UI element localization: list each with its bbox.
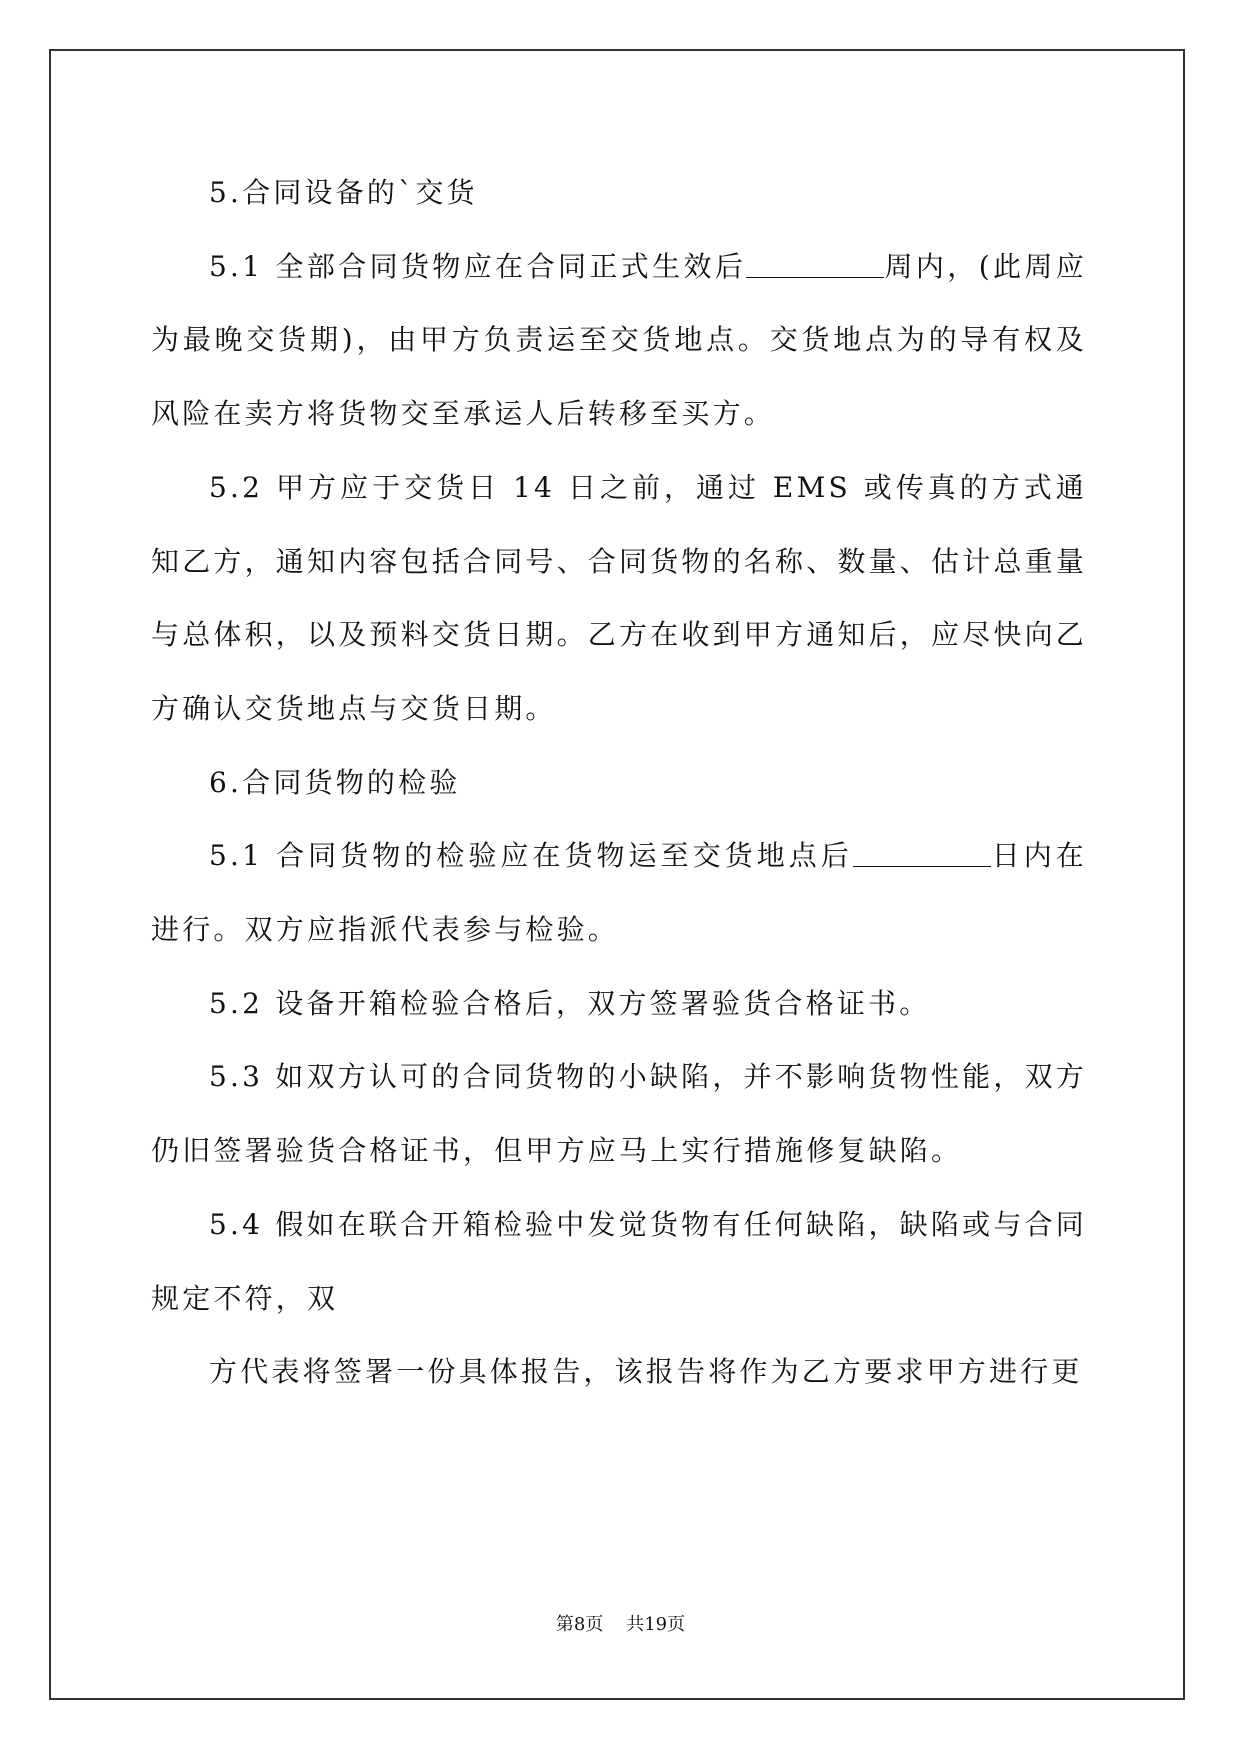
clause-6-4: 5.4 假如在联合开箱检验中发觉货物有任何缺陷，缺陷或与合同规定不符，双 xyxy=(151,1207,1087,1315)
clause-5-2: 5.2 甲方应于交货日 14 日之前，通过 EMS 或传真的方式通知乙方，通知内容包括合同号、合同货物的名称、数量、估计总重量与总体积，以及预料交货日期。乙方在收到甲方通知后，应尽快向乙方确认交货地点与交货日期。 xyxy=(151,470,1088,725)
clause-6-4-continued: 方代表将签署一份具体报告，该报告将作为乙方要求甲方进行更 xyxy=(209,1355,1083,1389)
page-suffix: 页 xyxy=(585,1614,604,1635)
page-prefix: 第 xyxy=(555,1614,574,1635)
total-pages: 19 xyxy=(644,1614,668,1635)
clause-6-2: 5.2 设备开箱检验合格后，双方签署验货合格证书。 xyxy=(209,986,931,1020)
section-heading-5: 5.合同设备的`交货 xyxy=(209,176,478,209)
page-number: 8 xyxy=(573,1614,586,1635)
clause-5-1-start: 5.1 全部合同货物应在合同正式生效后 xyxy=(209,249,747,283)
clause-6-1-end: 日内在进行。双方应指派代表参与检验。 xyxy=(151,839,1087,947)
clause-6-1 xyxy=(151,819,1087,966)
total-prefix: 共 xyxy=(626,1614,645,1635)
blank-line xyxy=(853,838,991,867)
clause-6-1-start: 5.1 合同货物的检验应在货物运至交货地点后 xyxy=(209,839,853,873)
blank-line xyxy=(746,249,884,278)
clause-6-3: 5.3 如双方认可的合同货物的小缺陷，并不影响货物性能，双方仍旧签署验货合格证书，但甲方应马上实行措施修复缺陷。 xyxy=(151,1060,1087,1168)
section-heading-6: 6.合同货物的检验 xyxy=(209,765,461,799)
document-body xyxy=(151,156,1087,1409)
clause-5-1-end: 周内，(此周应为最晚交货期)，由甲方负责运至交货地点。交货地点为的导有权及风险在卖方将货物交至承运人后转移至买方。 xyxy=(151,249,1088,431)
page-footer xyxy=(0,1610,1241,1636)
clause-5-1 xyxy=(151,230,1087,451)
total-suffix: 页 xyxy=(667,1614,686,1635)
